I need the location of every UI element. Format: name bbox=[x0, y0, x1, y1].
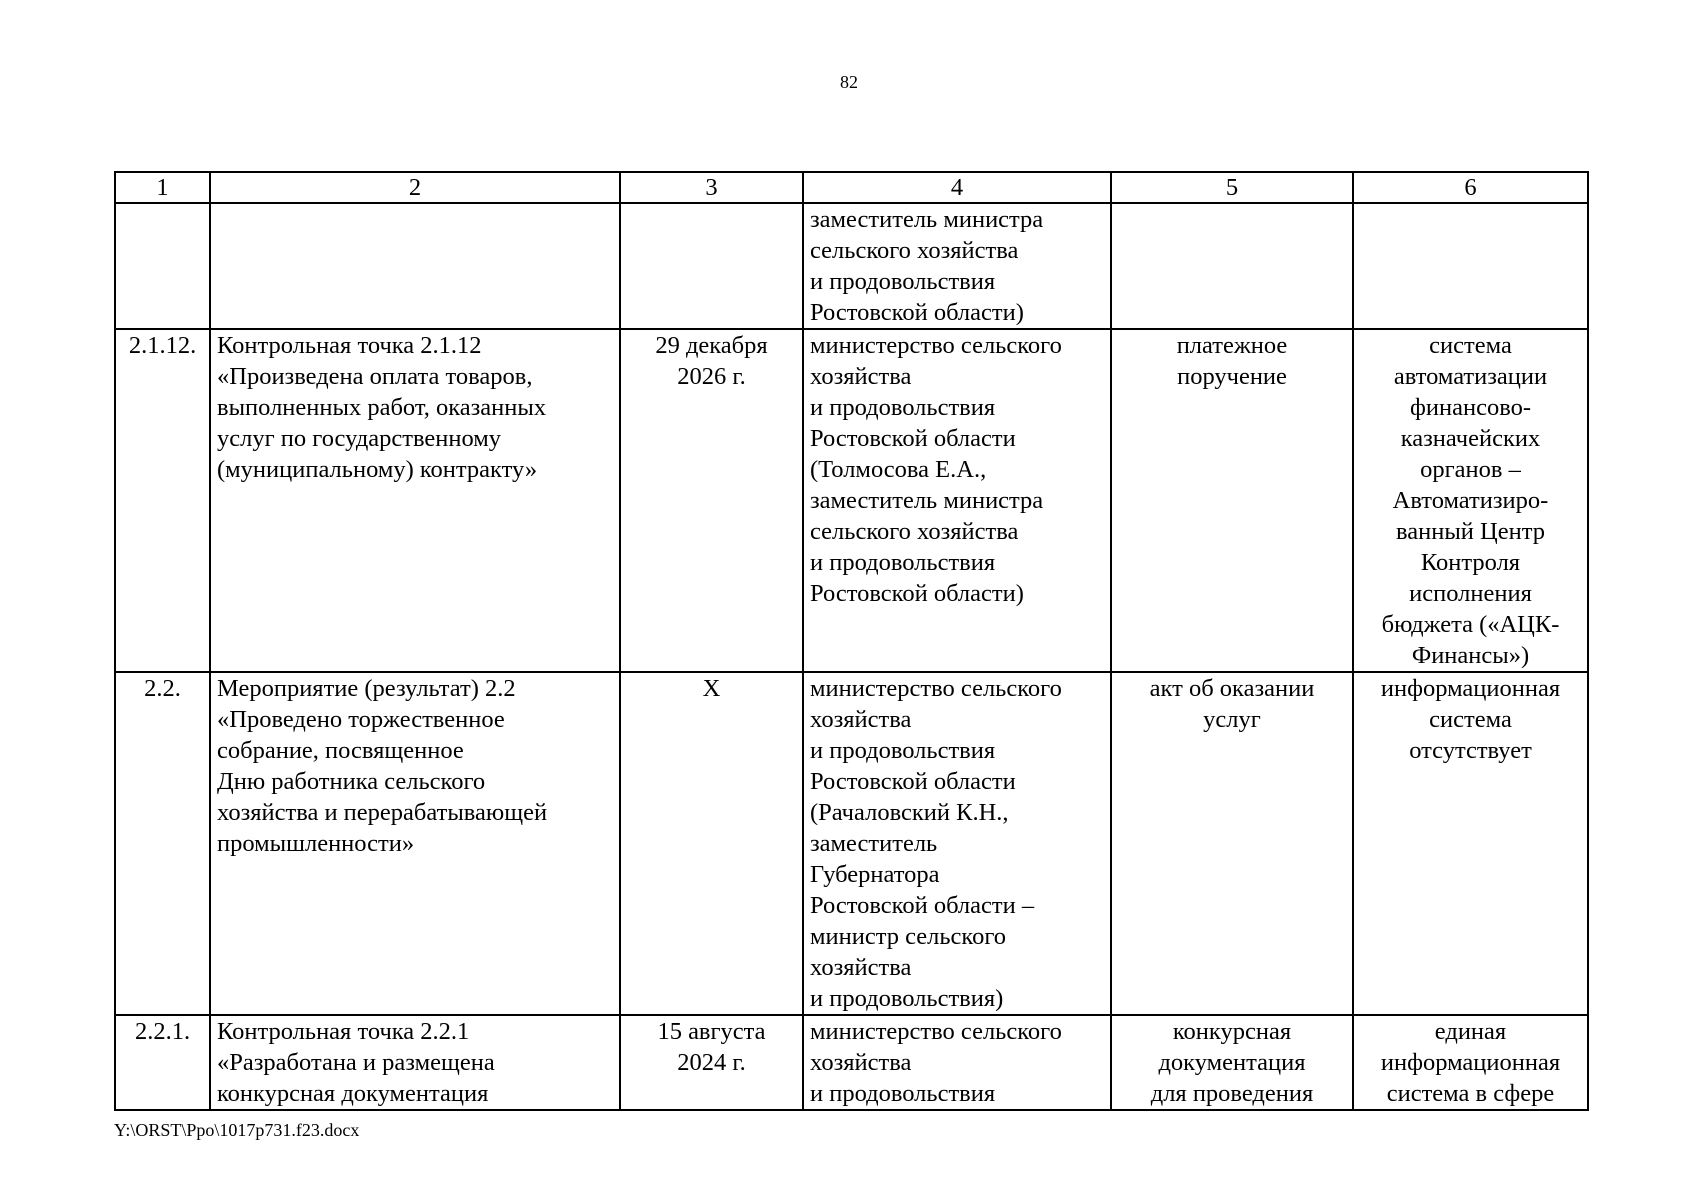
table-row bbox=[115, 203, 1588, 329]
row-system-cell bbox=[1353, 203, 1588, 329]
table-row bbox=[115, 329, 1588, 672]
row-document-cell: акт об оказании услуг bbox=[1111, 672, 1353, 1015]
row-system-cell: система автоматизации финансово- казначейских органов – Автоматизиро- ванный Центр Контроля исполнения бюджета («АЦК- Финансы») bbox=[1353, 329, 1588, 672]
row-document-cell: платежное поручение bbox=[1111, 329, 1353, 672]
row-number-cell: 2.2. bbox=[115, 672, 210, 1015]
row-responsible-cell: заместитель министра сельского хозяйства и продовольствия Ростовской области) bbox=[803, 203, 1111, 329]
document-table bbox=[114, 171, 1589, 1111]
file-path-footer: Y:\ORST\Ppo\1017p731.f23.docx bbox=[114, 1120, 360, 1140]
row-date-cell: Х bbox=[620, 672, 803, 1015]
row-document-cell bbox=[1111, 203, 1353, 329]
row-name-cell bbox=[210, 203, 620, 329]
row-name-cell: Контрольная точка 2.1.12 «Произведена оплата товаров, выполненных работ, оказанных услуг по государственному (муниципальному) контракту» bbox=[210, 329, 620, 672]
row-number-cell: 2.2.1. bbox=[115, 1015, 210, 1110]
row-date-cell bbox=[620, 203, 803, 329]
row-responsible-cell: министерство сельского хозяйства и продовольствия Ростовской области (Рачаловский К.Н., заместитель Губернатора Ростовской области – министр сельского хозяйства и продовольствия) bbox=[803, 672, 1111, 1015]
row-responsible-cell: министерство сельского хозяйства и продовольствия Ростовской области (Толмосова Е.А., заместитель министра сельского хозяйства и продовольствия Ростовской области) bbox=[803, 329, 1111, 672]
row-responsible-cell: министерство сельского хозяйства и продовольствия bbox=[803, 1015, 1111, 1110]
column-header-6: 6 bbox=[1353, 172, 1588, 203]
row-date-cell: 29 декабря 2026 г. bbox=[620, 329, 803, 672]
row-number-cell bbox=[115, 203, 210, 329]
row-system-cell: единая информационная система в сфере bbox=[1353, 1015, 1588, 1110]
column-header-2: 2 bbox=[210, 172, 620, 203]
column-header-5: 5 bbox=[1111, 172, 1353, 203]
row-number-cell: 2.1.12. bbox=[115, 329, 210, 672]
table-row bbox=[115, 672, 1588, 1015]
row-document-cell: конкурсная документация для проведения bbox=[1111, 1015, 1353, 1110]
row-date-cell: 15 августа 2024 г. bbox=[620, 1015, 803, 1110]
table-header-row bbox=[115, 172, 1588, 203]
column-header-3: 3 bbox=[620, 172, 803, 203]
row-system-cell: информационная система отсутствует bbox=[1353, 672, 1588, 1015]
column-header-1: 1 bbox=[115, 172, 210, 203]
column-header-4: 4 bbox=[803, 172, 1111, 203]
table-row bbox=[115, 1015, 1588, 1110]
page-number: 82 bbox=[840, 72, 858, 92]
row-name-cell: Мероприятие (результат) 2.2 «Проведено торжественное собрание, посвященное Дню работника сельского хозяйства и перерабатывающей промышленности» bbox=[210, 672, 620, 1015]
row-name-cell: Контрольная точка 2.2.1 «Разработана и размещена конкурсная документация bbox=[210, 1015, 620, 1110]
